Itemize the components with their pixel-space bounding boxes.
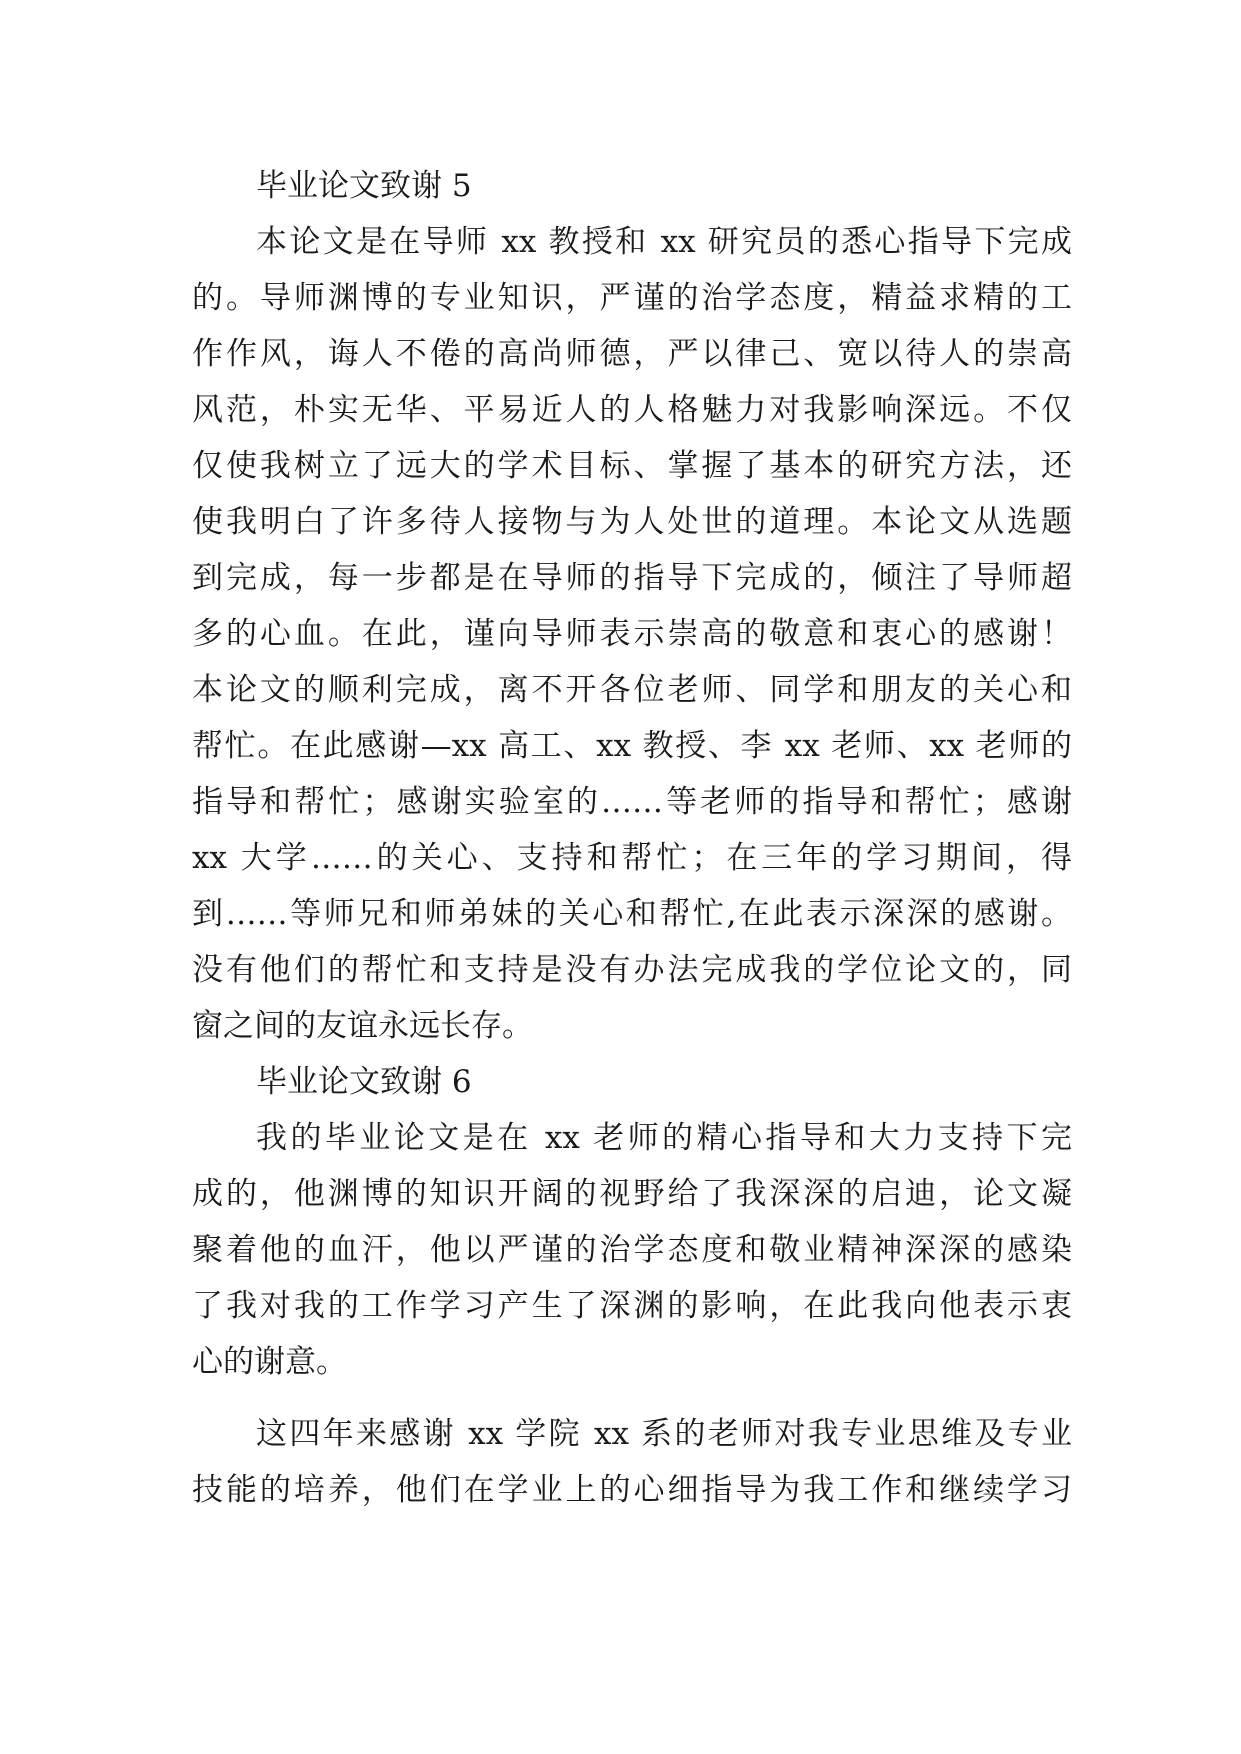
paragraph-line: 多的心血。在此，谨向导师表示崇高的敬意和衷心的感谢！ bbox=[192, 616, 1072, 652]
paragraph-line: 仅使我树立了远大的学术目标、掌握了基本的研究方法，还 bbox=[192, 448, 1072, 484]
paragraph-line: 风范，朴实无华、平易近人的人格魅力对我影响深远。不仅 bbox=[192, 392, 1072, 428]
paragraph-line: 作作风，诲人不倦的高尚师德，严以律己、宽以待人的崇高 bbox=[192, 336, 1072, 372]
paragraph-line: 成的，他渊博的知识开阔的视野给了我深深的启迪，论文凝 bbox=[192, 1176, 1072, 1212]
paragraph-line: 到完成，每一步都是在导师的指导下完成的，倾注了导师超 bbox=[192, 560, 1072, 596]
paragraph-line: 我的毕业论文是在 xx 老师的精心指导和大力支持下完 bbox=[256, 1120, 1072, 1156]
paragraph-line: 本论文是在导师 xx 教授和 xx 研究员的悉心指导下完成 bbox=[256, 224, 1072, 260]
paragraph-line: 心的谢意。 bbox=[192, 1344, 347, 1380]
paragraph-line: 这四年来感谢 xx 学院 xx 系的老师对我专业思维及专业 bbox=[256, 1416, 1072, 1452]
paragraph-line: 本论文的顺利完成，离不开各位老师、同学和朋友的关心和 bbox=[192, 672, 1072, 708]
paragraph-line: 聚着他的血汗，他以严谨的治学态度和敬业精神深深的感染 bbox=[192, 1232, 1072, 1268]
paragraph-line: 使我明白了许多待人接物与为人处世的道理。本论文从选题 bbox=[192, 504, 1072, 540]
paragraph-line: xx 大学……的关心、支持和帮忙；在三年的学习期间，得 bbox=[192, 840, 1072, 876]
paragraph-line: 到……等师兄和师弟妹的关心和帮忙,在此表示深深的感谢。 bbox=[192, 896, 1072, 932]
paragraph-line: 窗之间的友谊永远长存。 bbox=[192, 1008, 533, 1044]
paragraph-line: 指导和帮忙；感谢实验室的……等老师的指导和帮忙；感谢 bbox=[192, 784, 1072, 820]
section-heading-5: 毕业论文致谢 5 bbox=[256, 168, 472, 204]
paragraph-line: 没有他们的帮忙和支持是没有办法完成我的学位论文的，同 bbox=[192, 952, 1072, 988]
paragraph-line: 了我对我的工作学习产生了深渊的影响，在此我向他表示衷 bbox=[192, 1288, 1072, 1324]
paragraph-line: 的。导师渊博的专业知识，严谨的治学态度，精益求精的工 bbox=[192, 280, 1072, 316]
paragraph-line: 帮忙。在此感谢—xx 高工、xx 教授、李 xx 老师、xx 老师的 bbox=[192, 728, 1072, 764]
paragraph-line: 技能的培养，他们在学业上的心细指导为我工作和继续学习 bbox=[192, 1472, 1072, 1508]
section-heading-6: 毕业论文致谢 6 bbox=[256, 1064, 472, 1100]
